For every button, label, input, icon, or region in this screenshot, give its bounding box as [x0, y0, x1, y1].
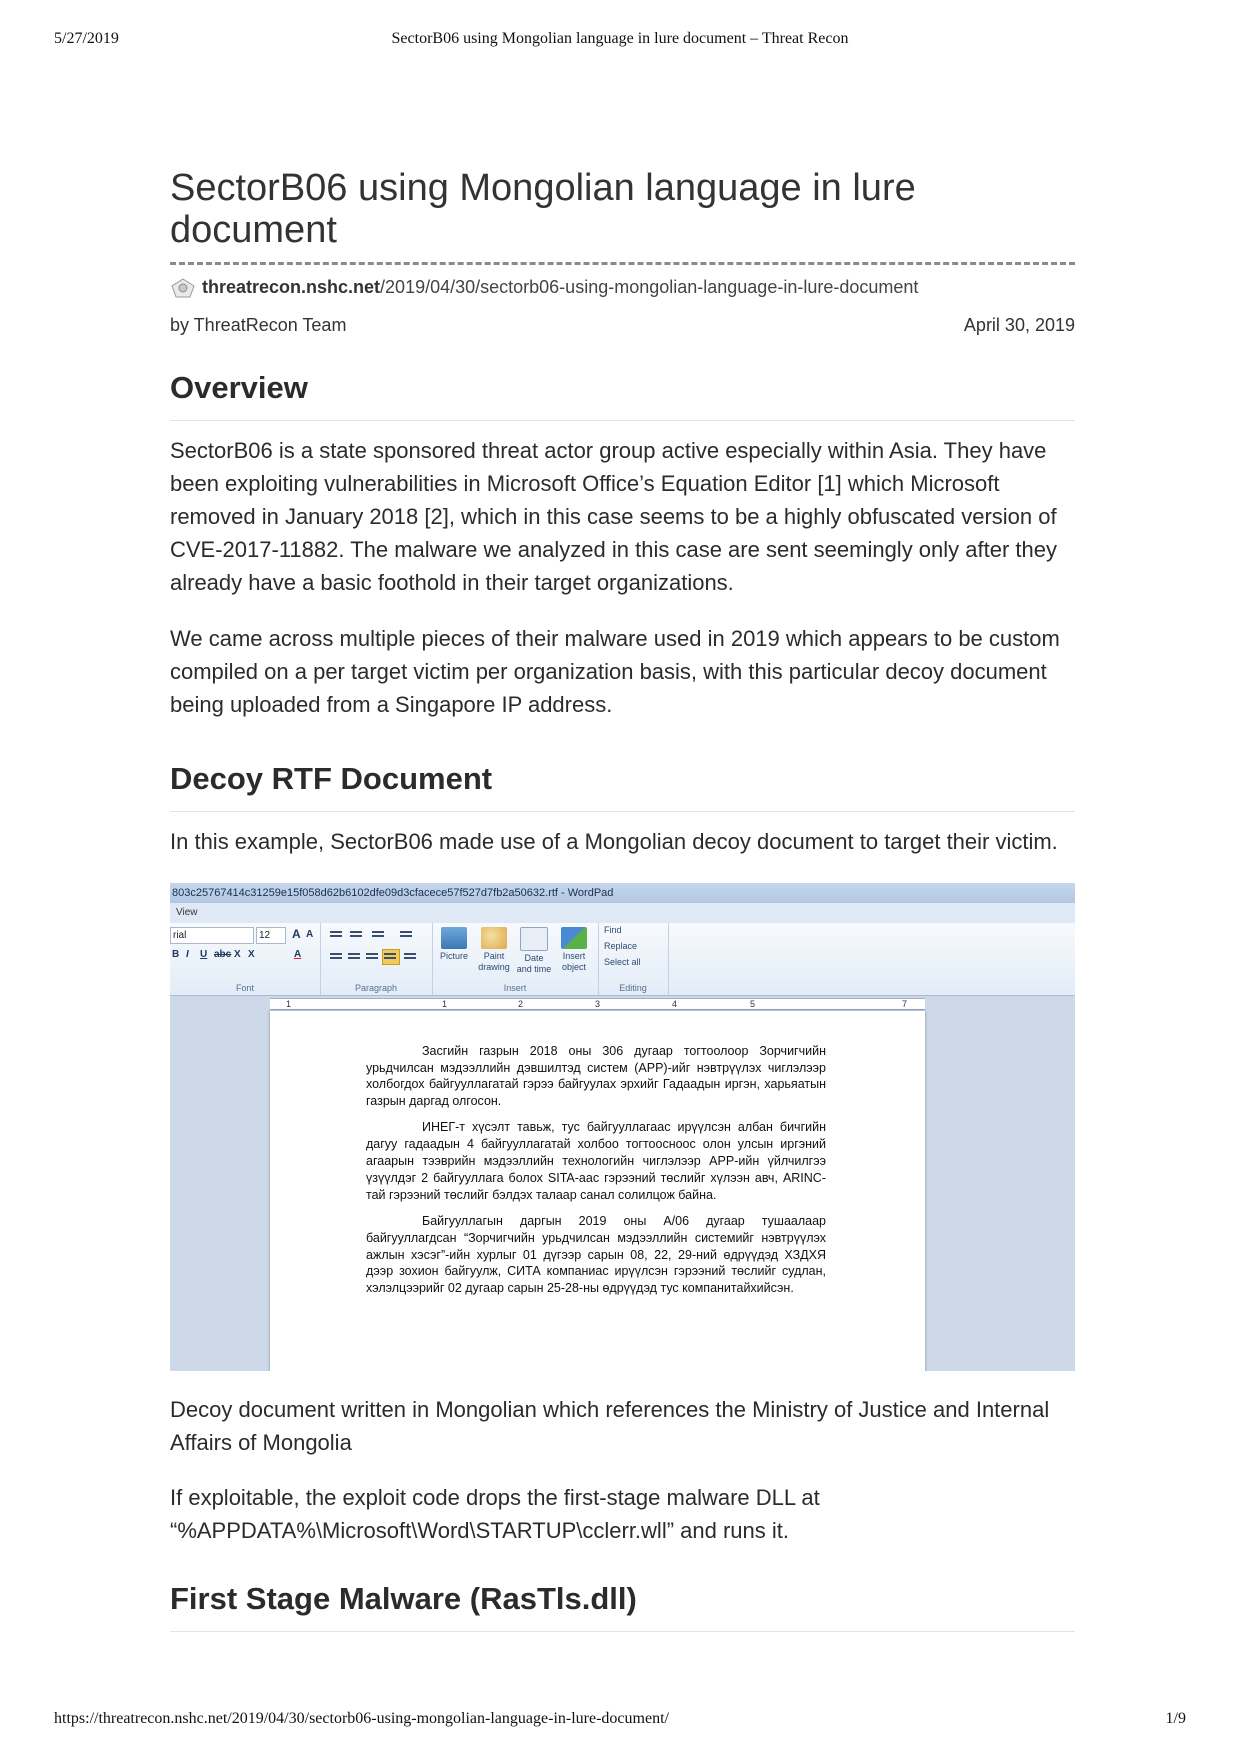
article: [170, 168, 1075, 1632]
insert-object-button: Insert object: [556, 927, 592, 973]
italic-button: I: [186, 948, 189, 960]
calendar-clock-icon: [520, 927, 548, 951]
insert-picture-button: Picture: [436, 927, 472, 962]
bold-button: B: [172, 948, 180, 960]
decoy-paragraph-2: ИНЕГ-т хүсэлт тавьж, тус байгууллагаас ирүүлсэн албан бичгийн дагуу гадаадын 4 байгууллагатай холбоо тогтоосноос олон улсын иргэний агаарын тээврийн мэдээллийн технологийн чиглэлээр APP-ийн үйлчилгээ үзүүлдэг 2 байгууллага болох SITA-аас гэрээний төслийг хүлээн авч, ARINC-тай гэрээний төслийг бэлдэх талаар санал солилцож байна.: [366, 1120, 826, 1202]
wordpad-menu-view: View: [170, 903, 1075, 923]
wordpad-ribbon: [170, 923, 1075, 996]
select-all-button: Select all: [604, 956, 641, 967]
screenshot-caption: Decoy document written in Mongolian which references the Ministry of Justice and Internal Affairs of Mongolia: [170, 1396, 1050, 1455]
source-host-link[interactable]: threatrecon.nshc.net: [202, 277, 381, 298]
wordpad-titlebar: 803c25767414c31259e15f058d62b6102dfe09d3cfacece57f527d7fb2a50632.rtf - WordPad: [170, 883, 1075, 903]
text-color-button: A: [294, 948, 302, 960]
heading-first-stage: First Stage Malware (RasTls.dll): [170, 1581, 1075, 1632]
article-title: SectorB06 using Mongolian language in lure document: [170, 168, 1075, 265]
overview-paragraph-1: SectorB06 is a state sponsored threat actor group active especially within Asia. They have been exploiting vulnerabilities in Microsoft Office’s Equation Editor [1] which Microsoft removed in January 2018 [2], which in this case seems to be a highly obfuscated version of CVE-2017-11882. The malware we analyzed in this case are sent seemingly only after they already have a basic foothold in their target organizations.: [170, 437, 1057, 595]
site-logo-icon: [170, 277, 196, 299]
date-time-button: Date and time: [516, 927, 552, 975]
ribbon-label-editing: Editing: [619, 982, 647, 993]
decoy-paragraph-1: Засгийн газрын 2018 оны 306 дугаар тогтоолоор Зорчигчийн урьдчилсан мэдээллийн дэвшилтэд систем (APP)-ийг нэвтрүүлэх чиглэлээр холбогдох байгууллагатай гэрээ байгуулах эрхийг Гадаадын иргэн, харьяатын газрын даргад олгосон.: [366, 1043, 826, 1109]
decoy-intro: In this example, SectorB06 made use of a Mongolian decoy document to target their victim.: [170, 828, 1058, 854]
ribbon-label-insert: Insert: [503, 982, 527, 993]
heading-overview: Overview: [170, 370, 1075, 421]
wordpad-ruler: 1 1 2 3 4 5 7: [170, 996, 1075, 1010]
replace-button: Replace: [604, 940, 638, 951]
heading-decoy: Decoy RTF Document: [170, 761, 1075, 812]
publish-date: April 30, 2019: [963, 314, 1075, 335]
ribbon-group-insert: [432, 923, 599, 995]
shrink-font-button: A: [306, 928, 314, 940]
underline-button: U: [200, 948, 208, 960]
picture-icon: [441, 927, 467, 949]
print-date: 5/27/2019: [54, 30, 119, 47]
paint-drawing-button: Paint drawing: [476, 927, 512, 973]
strikethrough-button: abc: [214, 948, 232, 960]
find-button: Find: [604, 924, 622, 935]
object-icon: [561, 927, 587, 949]
source-path-link[interactable]: /2019/04/30/sectorb06-using-mongolian-language-in-lure-document: [380, 277, 919, 298]
ribbon-label-paragraph: Paragraph: [354, 982, 398, 993]
print-url: https://threatrecon.nshc.net/2019/04/30/sectorb06-using-mongolian-language-in-lure-document/: [54, 1710, 669, 1727]
superscript-button: X: [248, 948, 255, 960]
decoy-paragraph-3: Байгууллагын даргын 2019 оны А/06 дугаар тушаалаар байгууллагдсан “Зорчигчийн урьдчилсан мэдээллийн системийг нэвтрүүлэх ажлын хэсэг”-ийн хурлыг 01 дүгээр сарын 08, 22, 29-ний өдрүүдэд ХЗДХЯ дээр зохион байгуулж, СИТА компаниас ирүүлсэн гэрээний төслийг судлан, хэлэлцээрийг 02 дугаар сарын 25-28-ны өдрүүдэд тус компанитайхийсэн.: [366, 1213, 826, 1296]
font-name-box: rial: [170, 927, 254, 944]
ribbon-label-font: Font: [235, 982, 254, 993]
ribbon-group-font: [170, 923, 321, 995]
ribbon-group-paragraph: [320, 923, 433, 995]
print-page-number: 1/9: [1165, 1710, 1186, 1727]
subscript-button: X: [234, 948, 241, 960]
decoy-document-screenshot: [170, 883, 1075, 1371]
wordpad-document-page: [270, 1011, 925, 1371]
font-size-box: 12: [256, 927, 286, 944]
grow-font-button: A: [292, 926, 301, 941]
author: by ThreatRecon Team: [170, 314, 347, 335]
byline-row: [170, 315, 1075, 336]
print-page-title: SectorB06 using Mongolian language in lure document – Threat Recon: [391, 30, 849, 47]
source-row: [170, 277, 1075, 299]
paint-palette-icon: [481, 927, 507, 949]
ribbon-group-editing: [598, 923, 669, 995]
exploit-paragraph: If exploitable, the exploit code drops the first-stage malware DLL at “%APPDATA%\Microsoft\Word\STARTUP\cclerr.wll” and runs it.: [170, 1484, 820, 1543]
overview-paragraph-2: We came across multiple pieces of their malware used in 2019 which appears to be custom compiled on a per target victim per organization basis, with this particular decoy document being uploaded from a Singapore IP address.: [170, 625, 1060, 717]
